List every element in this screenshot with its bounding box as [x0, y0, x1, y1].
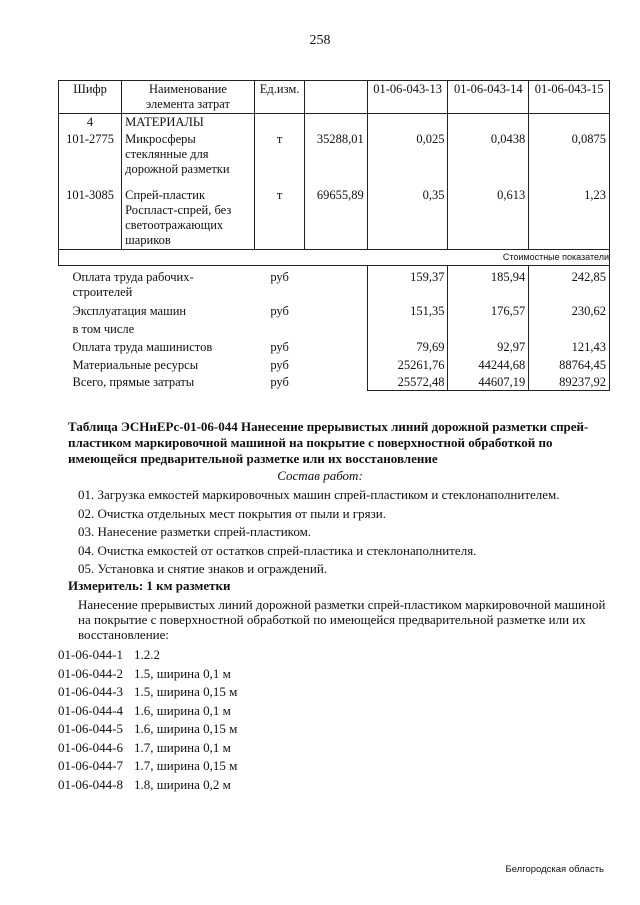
- header-variant-13: 01-06-043-13: [367, 81, 448, 114]
- material-price: 69655,89: [305, 178, 367, 250]
- header-price: [305, 81, 367, 114]
- section-code: 4: [59, 114, 122, 132]
- material-code: 101-2775: [59, 131, 122, 178]
- summary-name: Эксплуатация машин: [72, 304, 187, 318]
- summary-v2: 92,97: [448, 337, 529, 355]
- list-item: [58, 702, 237, 721]
- summary-row: [59, 355, 610, 373]
- variant-desc: 1.5, ширина 0,15 м: [134, 684, 238, 699]
- variant-desc: 1.5, ширина 0,1 м: [134, 665, 231, 681]
- list-item: 05. Установка и снятие знаков и ограждений.: [78, 561, 328, 576]
- header-code: Шифр: [59, 81, 122, 114]
- list-item: [58, 757, 237, 776]
- table-row: [59, 131, 610, 178]
- cost-caption-row: [59, 250, 610, 266]
- summary-v3: 88764,45: [529, 355, 610, 373]
- material-v3: 0,0875: [529, 131, 610, 178]
- list-item: 02. Очистка отдельных мест покрытия от пыли и грязи.: [78, 505, 386, 521]
- summary-unit: руб: [270, 304, 289, 318]
- material-name: Спрей-пластик Роспласт-спрей, без светоотражающих шариков: [122, 178, 255, 250]
- variant-code: 01-06-044-1: [58, 647, 123, 662]
- summary-name: Оплата труда машинистов: [72, 340, 213, 354]
- summary-v1: [367, 319, 448, 337]
- material-unit: т: [254, 131, 305, 178]
- summary-v2: 44244,68: [448, 355, 529, 373]
- material-v1: 0,35: [367, 178, 448, 250]
- summary-v2: [448, 319, 529, 337]
- variant-desc: 1.6, ширина 0,1 м: [134, 702, 231, 718]
- section-title: МАТЕРИАЛЫ: [122, 114, 255, 132]
- summary-row: [59, 300, 610, 319]
- description: Нанесение прерывистых линий дорожной разметки спрей-пластиком маркировочной машиной на покрытие с поверхностной обработкой по имеющейся предварительной разметке или их восстановление:: [78, 597, 606, 642]
- summary-v3: [529, 319, 610, 337]
- variants-list: [58, 646, 237, 794]
- material-code: 101-3085: [59, 178, 122, 250]
- summary-v1: 159,37: [367, 266, 448, 301]
- summary-name: в том числе: [72, 322, 135, 336]
- variant-code: 01-06-044-4: [58, 702, 123, 718]
- header-name: Наименование элемента затрат: [122, 81, 255, 114]
- works-heading: Состав работ:: [277, 468, 363, 483]
- summary-unit: [254, 319, 305, 337]
- summary-unit: руб: [270, 375, 289, 389]
- list-item: [58, 739, 237, 758]
- section-row: [59, 114, 610, 132]
- summary-name: Всего, прямые затраты: [72, 375, 195, 389]
- variant-desc: 1.7, ширина 0,1 м: [134, 739, 231, 755]
- material-unit: т: [254, 178, 305, 250]
- list-item: [58, 776, 237, 795]
- summary-v1: 25572,48: [367, 373, 448, 391]
- norms-table: [58, 80, 610, 391]
- variant-code: 01-06-044-7: [58, 758, 123, 773]
- list-item: [58, 646, 237, 665]
- material-name: Микросферы стеклянные для дорожной разметки: [122, 131, 255, 178]
- summary-unit: руб: [270, 270, 289, 284]
- summary-v2: 44607,19: [448, 373, 529, 391]
- table-row: [59, 178, 610, 250]
- header-unit: Ед.изм.: [254, 81, 305, 114]
- material-v1: 0,025: [367, 131, 448, 178]
- summary-v2: 185,94: [448, 266, 529, 301]
- header-variant-14: 01-06-043-14: [448, 81, 529, 114]
- summary-unit: руб: [270, 340, 289, 354]
- variant-desc: 1.6, ширина 0,15 м: [134, 721, 238, 736]
- measurement-unit: Измеритель: 1 км разметки: [68, 578, 231, 593]
- summary-v1: 79,69: [367, 337, 448, 355]
- header-variant-15: 01-06-043-15: [529, 81, 610, 114]
- summary-row: [59, 266, 610, 301]
- list-item: [58, 720, 237, 739]
- summary-v3: 121,43: [529, 337, 610, 355]
- material-v2: 0,0438: [448, 131, 529, 178]
- variant-code: 01-06-044-8: [58, 776, 123, 792]
- list-item: [58, 665, 237, 684]
- material-v3: 1,23: [529, 178, 610, 250]
- list-item: 04. Очистка емкостей от остатков спрей-пластика и стеклонаполнителя.: [78, 542, 477, 558]
- summary-v3: 242,85: [529, 266, 610, 301]
- list-item: [58, 683, 237, 702]
- cost-caption: Стоимостные показатели: [59, 250, 610, 266]
- summary-unit: руб: [270, 358, 289, 372]
- summary-v1: 25261,76: [367, 355, 448, 373]
- summary-v3: 89237,92: [529, 373, 610, 391]
- summary-v3: 230,62: [529, 300, 610, 319]
- summary-name: Оплата труда рабочих-строителей: [72, 270, 194, 299]
- summary-row: [59, 373, 610, 391]
- variant-code: 01-06-044-6: [58, 739, 123, 755]
- variant-code: 01-06-044-2: [58, 665, 123, 681]
- footer-region: Белгородская область: [505, 864, 604, 875]
- variant-code: 01-06-044-5: [58, 721, 123, 736]
- material-price: 35288,01: [305, 131, 367, 178]
- summary-row: [59, 319, 610, 337]
- summary-v2: 176,57: [448, 300, 529, 319]
- variant-desc: 1.8, ширина 0,2 м: [134, 776, 231, 792]
- works-list: [78, 486, 608, 579]
- variant-desc: 1.7, ширина 0,15 м: [134, 758, 238, 773]
- table-header-row: [59, 81, 610, 114]
- variant-code: 01-06-044-3: [58, 684, 123, 699]
- summary-row: [59, 337, 610, 355]
- material-v2: 0,613: [448, 178, 529, 250]
- list-item: 01. Загрузка емкостей маркировочных машин спрей-пластиком и стеклонаполнителем.: [78, 487, 560, 502]
- summary-name: Материальные ресурсы: [72, 358, 199, 372]
- variant-desc: 1.2.2: [134, 647, 160, 662]
- table-title: Таблица ЭСНиЕРс-01-06-044 Нанесение прерывистых линий дорожной разметки спрей-пластиком маркировочной машиной на покрытие с поверхностной обработкой по имеющейся предварительной разметке или их восстановление: [68, 419, 589, 466]
- list-item: 03. Нанесение разметки спрей-пластиком.: [78, 524, 312, 539]
- summary-v1: 151,35: [367, 300, 448, 319]
- page-number: 258: [309, 33, 331, 48]
